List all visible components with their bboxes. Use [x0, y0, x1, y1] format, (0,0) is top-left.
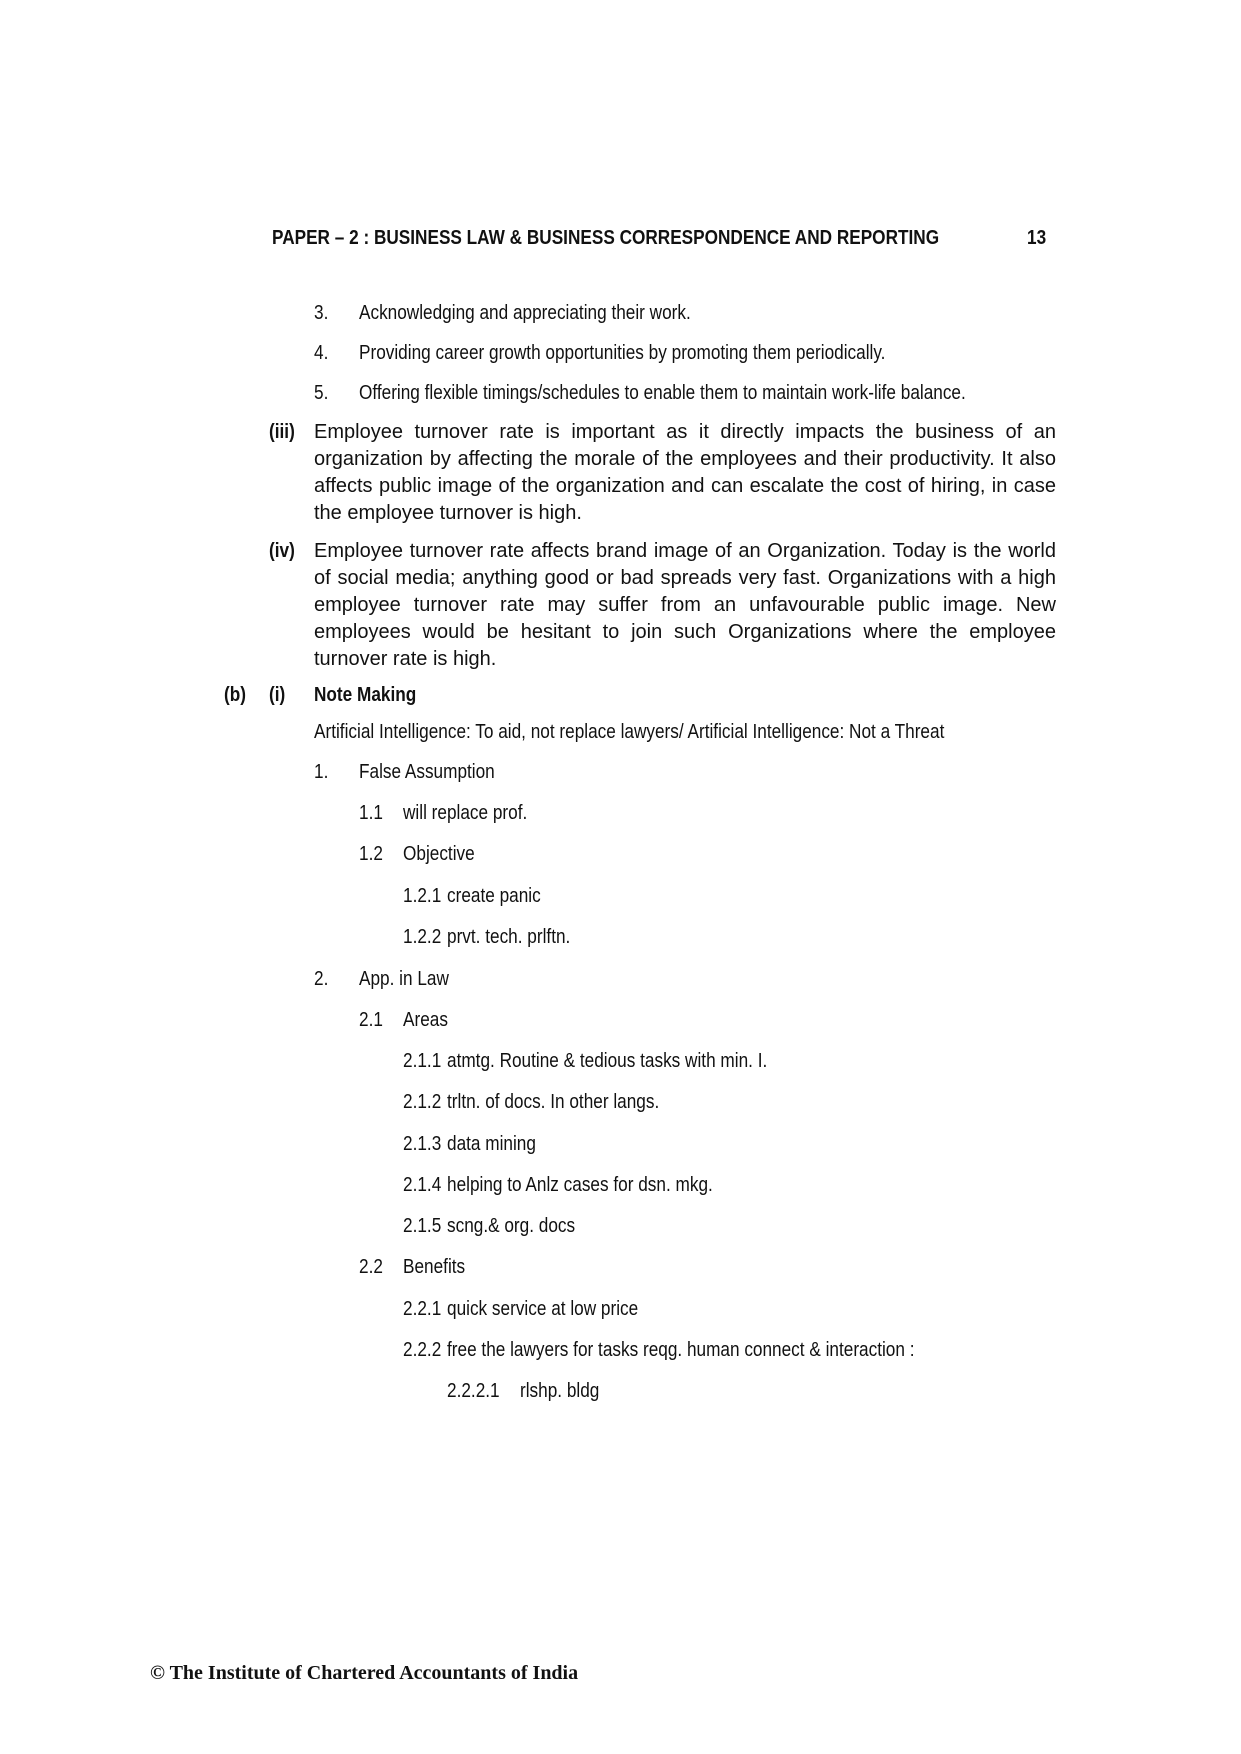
para-line: employee turnover rate may suffer from an unfavourable public image. New — [314, 594, 1056, 616]
note-number: 1. — [314, 761, 329, 783]
list-item-text: Offering flexible timings/schedules to enable them to maintain work-life balance. — [359, 382, 966, 404]
note-number: 2.1.4 — [403, 1174, 442, 1196]
note-number: 2.2.1 — [403, 1298, 442, 1320]
note-number: 1.1 — [359, 802, 383, 824]
para-line: turnover rate is high. — [314, 648, 497, 670]
section-b-label: (b) — [224, 684, 246, 706]
para-iii-label: (iii) — [269, 421, 295, 443]
note-text: False Assumption — [359, 761, 495, 783]
note-number: 2.2.2.1 — [447, 1380, 500, 1402]
note-text: rlshp. bldg — [520, 1380, 600, 1402]
para-line: Employee turnover rate is important as it directly impacts the business of an — [314, 421, 1056, 443]
note-text: trltn. of docs. In other langs. — [447, 1091, 660, 1113]
note-text: prvt. tech. prlftn. — [447, 926, 571, 948]
note-number: 2.1 — [359, 1009, 383, 1031]
note-number: 2. — [314, 968, 329, 990]
note-text: Areas — [403, 1009, 448, 1031]
para-line: of social media; anything good or bad spreads very fast. Organizations with a high — [314, 567, 1056, 589]
note-title-line: Artificial Intelligence: To aid, not replace lawyers/ Artificial Intelligence: Not a Threat — [314, 721, 945, 743]
para-line: affects public image of the organization and can escalate the cost of hiring, in case — [314, 475, 1056, 497]
note-number: 2.1.3 — [403, 1133, 442, 1155]
para-iv-label: (iv) — [269, 540, 295, 562]
note-number: 2.2 — [359, 1256, 383, 1278]
note-number: 2.1.2 — [403, 1091, 442, 1113]
note-number: 2.2.2 — [403, 1339, 442, 1361]
note-making-heading: Note Making — [314, 684, 417, 706]
note-text: free the lawyers for tasks reqg. human connect & interaction : — [447, 1339, 915, 1361]
para-line: the employee turnover is high. — [314, 502, 582, 524]
note-number: 2.1.1 — [403, 1050, 442, 1072]
para-line: organization by affecting the morale of the employees and their productivity. It also — [314, 448, 1056, 470]
note-text: App. in Law — [359, 968, 449, 990]
page-header-title: PAPER – 2 : BUSINESS LAW & BUSINESS CORRESPONDENCE AND REPORTING — [272, 227, 940, 249]
list-item-number: 3. — [314, 302, 329, 324]
note-text: data mining — [447, 1133, 536, 1155]
list-item-text: Acknowledging and appreciating their work. — [359, 302, 691, 324]
list-item-number: 5. — [314, 382, 329, 404]
list-item-text: Providing career growth opportunities by promoting them periodically. — [359, 342, 886, 364]
note-text: create panic — [447, 885, 541, 907]
page-number: 13 — [1027, 227, 1047, 249]
list-item-number: 4. — [314, 342, 329, 364]
note-text: Benefits — [403, 1256, 466, 1278]
note-text: quick service at low price — [447, 1298, 639, 1320]
note-text: will replace prof. — [403, 802, 528, 824]
para-line: Employee turnover rate affects brand image of an Organization. Today is the world — [314, 540, 1056, 562]
note-number: 2.1.5 — [403, 1215, 442, 1237]
note-text: helping to Anlz cases for dsn. mkg. — [447, 1174, 713, 1196]
note-number: 1.2 — [359, 843, 383, 865]
note-text: Objective — [403, 843, 475, 865]
note-text: atmtg. Routine & tedious tasks with min. I. — [447, 1050, 768, 1072]
para-iv-body — [314, 538, 1056, 673]
note-number: 1.2.2 — [403, 926, 442, 948]
footer-copyright: © The Institute of Chartered Accountants of India — [150, 1662, 579, 1684]
note-number: 1.2.1 — [403, 885, 442, 907]
section-i-label: (i) — [269, 684, 286, 706]
para-iii-body — [314, 419, 1056, 527]
para-line: employees would be hesitant to join such Organizations where the employee — [314, 621, 1056, 643]
note-text: scng.& org. docs — [447, 1215, 576, 1237]
